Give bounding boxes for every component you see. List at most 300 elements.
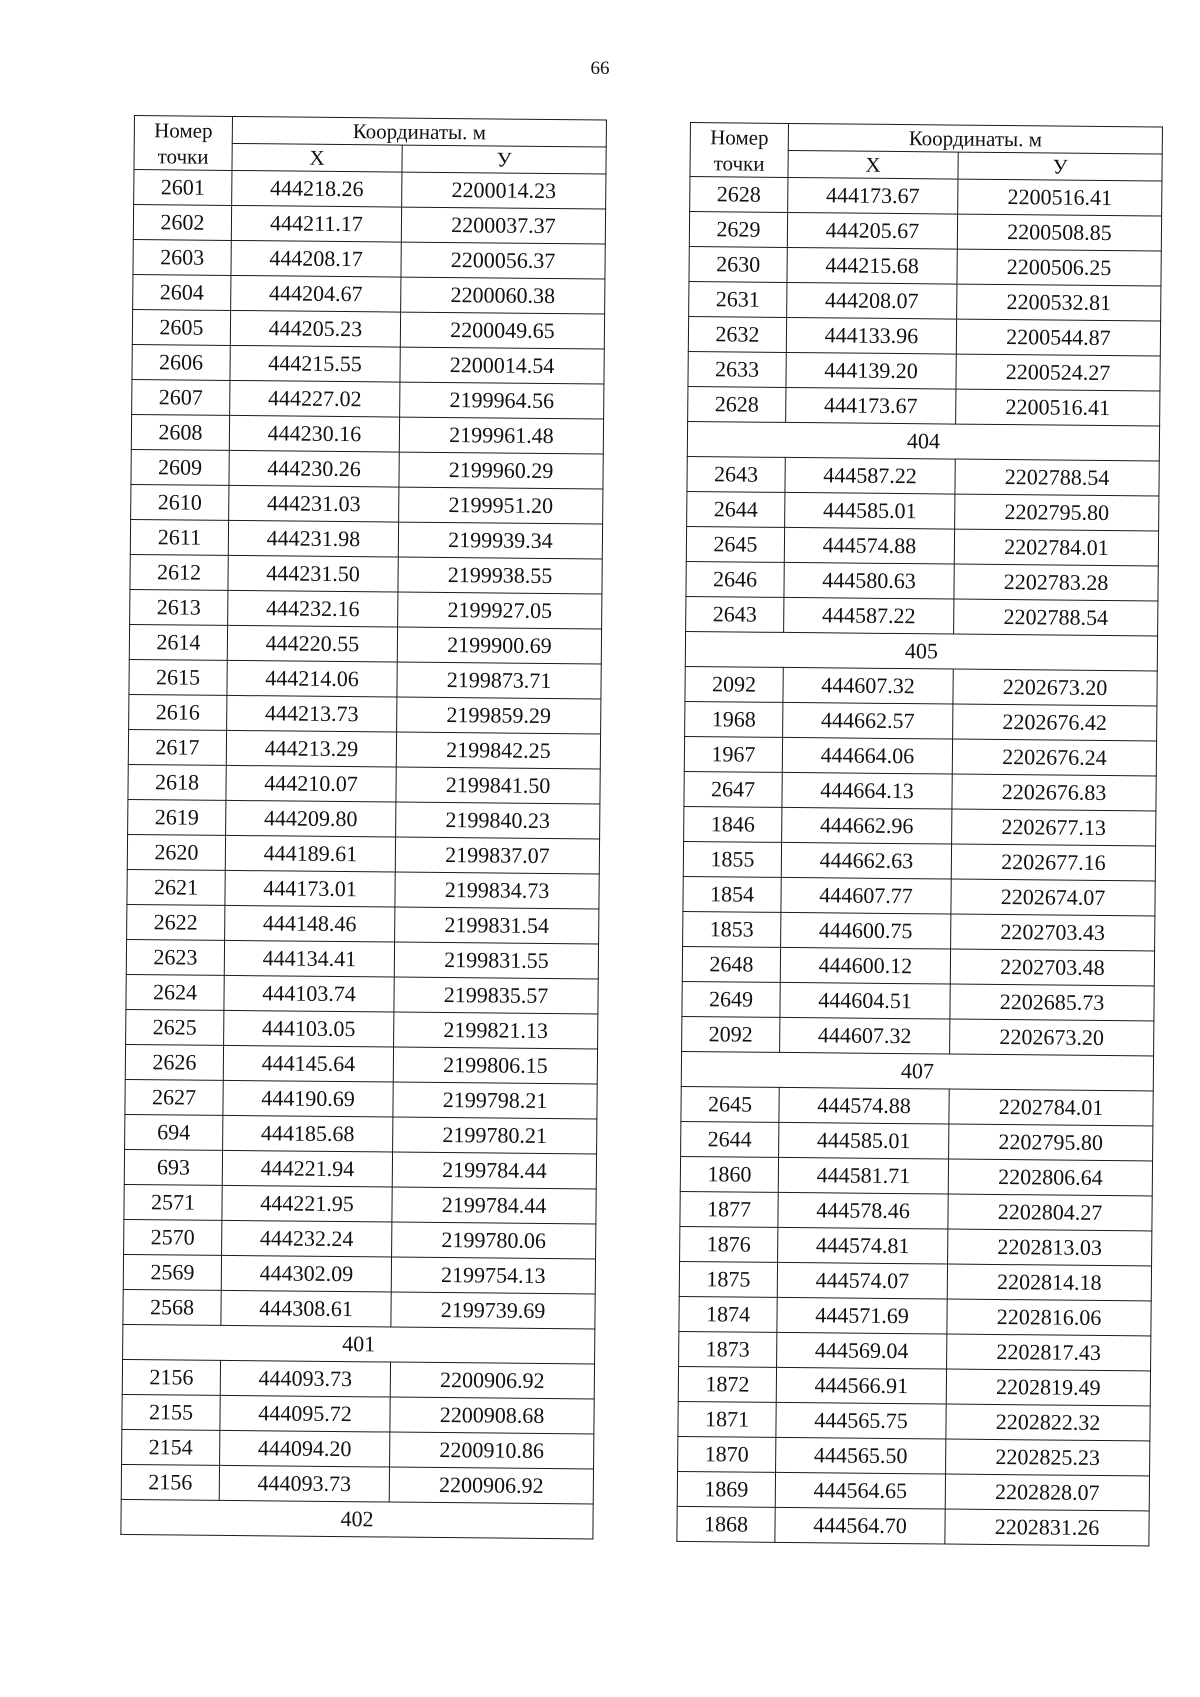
point-number-cell: 2630 <box>689 246 787 282</box>
group-row <box>121 1499 593 1539</box>
x-coordinate-cell: 444580.63 <box>784 562 954 599</box>
point-number-cell: 2614 <box>129 624 227 660</box>
point-number-cell: 2608 <box>131 414 229 450</box>
point-number-cell: 1853 <box>683 911 781 947</box>
x-coordinate-cell: 444607.32 <box>783 667 953 704</box>
table-row <box>125 1114 597 1154</box>
y-coordinate-cell: 2199784.44 <box>392 1187 596 1224</box>
table-row <box>683 841 1155 881</box>
x-coordinate-cell: 444587.22 <box>784 597 954 634</box>
y-coordinate-cell: 2200049.65 <box>400 312 604 349</box>
y-coordinate-cell: 2202788.54 <box>954 599 1158 636</box>
y-coordinate-cell: 2202804.27 <box>948 1194 1152 1231</box>
point-number-cell: 2633 <box>688 351 786 387</box>
y-coordinate-cell: 2202783.28 <box>954 564 1158 601</box>
table-row <box>122 1394 594 1434</box>
point-number-cell: 1868 <box>677 1506 775 1542</box>
y-coordinate-cell: 2199739.69 <box>391 1292 595 1329</box>
table-row <box>130 519 602 559</box>
group-row <box>685 631 1157 671</box>
table-row <box>125 1044 597 1084</box>
x-coordinate-cell: 444574.81 <box>778 1227 948 1264</box>
table-row <box>679 1261 1151 1301</box>
y-coordinate-cell: 2202784.01 <box>949 1089 1153 1126</box>
table-row <box>124 1184 596 1224</box>
point-number-cell: 2643 <box>686 596 784 632</box>
right-table-body <box>677 177 1162 1546</box>
point-number-cell: 2606 <box>132 344 230 380</box>
y-coordinate-cell: 2199964.56 <box>400 382 604 419</box>
point-number-cell: 1968 <box>685 701 783 737</box>
x-coordinate-cell: 444585.01 <box>785 492 955 529</box>
table-row <box>683 876 1155 916</box>
y-coordinate-cell: 2202813.03 <box>948 1229 1152 1266</box>
x-coordinate-cell: 444600.75 <box>781 912 951 949</box>
point-number-cell: 2617 <box>128 729 226 765</box>
y-coordinate-cell: 2200014.23 <box>402 172 606 209</box>
table-row <box>128 764 600 804</box>
y-coordinate-cell: 2200014.54 <box>400 347 604 384</box>
point-number-cell: 2626 <box>125 1044 223 1080</box>
y-coordinate-cell: 2200506.25 <box>957 249 1161 286</box>
x-coordinate-cell: 444211.17 <box>231 205 401 242</box>
coordinates-table-left <box>120 115 607 1539</box>
y-coordinate-cell: 2199859.29 <box>397 697 601 734</box>
x-coordinate-cell: 444208.17 <box>231 240 401 277</box>
point-number-cell: 2612 <box>130 554 228 590</box>
y-coordinate-cell: 2199834.73 <box>395 872 599 909</box>
x-coordinate-cell: 444662.63 <box>781 842 951 879</box>
point-number-cell: 2643 <box>687 456 785 492</box>
table-row <box>689 246 1161 286</box>
point-number-cell: 2631 <box>689 281 787 317</box>
x-coordinate-cell: 444190.69 <box>223 1080 393 1117</box>
y-header: У <box>402 145 606 174</box>
table-row <box>122 1359 594 1399</box>
y-coordinate-cell: 2202703.43 <box>951 914 1155 951</box>
table-row <box>684 736 1156 776</box>
point-number-cell: 2570 <box>124 1219 222 1255</box>
point-number-cell: 2092 <box>682 1016 780 1052</box>
point-number-cell: 1876 <box>680 1226 778 1262</box>
point-number-cell: 2645 <box>681 1086 779 1122</box>
table-row <box>127 904 599 944</box>
x-coordinate-cell: 444215.68 <box>787 247 957 284</box>
y-coordinate-cell: 2202685.73 <box>950 984 1154 1021</box>
x-coordinate-cell: 444209.80 <box>226 800 396 837</box>
x-coordinate-cell: 444607.77 <box>781 877 951 914</box>
point-number-cell: 1877 <box>680 1191 778 1227</box>
table-row <box>130 589 602 629</box>
x-coordinate-cell: 444213.73 <box>227 695 397 732</box>
x-coordinate-cell: 444574.07 <box>777 1262 947 1299</box>
y-coordinate-cell: 2202795.80 <box>949 1124 1153 1161</box>
table-row <box>686 596 1158 636</box>
x-coordinate-cell: 444569.04 <box>777 1332 947 1369</box>
table-row <box>133 274 605 314</box>
coordinates-header: Координаты. м <box>788 123 1162 154</box>
table-row <box>689 281 1161 321</box>
table-row <box>681 1121 1153 1161</box>
table-row <box>126 939 598 979</box>
y-coordinate-cell: 2200524.27 <box>956 354 1160 391</box>
point-number-cell: 2616 <box>129 694 227 730</box>
x-coordinate-cell: 444133.96 <box>786 317 956 354</box>
x-header: X <box>232 143 402 172</box>
table-row <box>122 1429 594 1469</box>
y-coordinate-cell: 2202795.80 <box>955 494 1159 531</box>
table-row <box>682 946 1154 986</box>
x-coordinate-cell: 444232.24 <box>222 1220 392 1257</box>
group-row <box>687 421 1159 461</box>
point-number-header: Номер точки <box>690 123 789 178</box>
y-coordinate-cell: 2199840.23 <box>396 802 600 839</box>
point-number-cell: 1854 <box>683 876 781 912</box>
y-coordinate-cell: 2202674.07 <box>951 879 1155 916</box>
x-coordinate-cell: 444604.51 <box>780 982 950 1019</box>
point-number-cell: 2604 <box>133 274 231 310</box>
x-coordinate-cell: 444208.07 <box>787 282 957 319</box>
point-number-cell: 2569 <box>123 1254 221 1290</box>
page-number: 66 <box>590 58 610 79</box>
table-row <box>132 379 604 419</box>
point-number-cell: 2610 <box>131 484 229 520</box>
point-number-cell: 2092 <box>685 666 783 702</box>
y-coordinate-cell: 2200908.68 <box>390 1397 594 1434</box>
point-number-cell: 2156 <box>121 1464 219 1500</box>
y-coordinate-cell: 2202788.54 <box>955 459 1159 496</box>
y-coordinate-cell: 2202673.20 <box>953 669 1157 706</box>
y-coordinate-cell: 2202673.20 <box>950 1019 1154 1056</box>
point-number-cell: 2644 <box>681 1121 779 1157</box>
point-number-cell: 2647 <box>684 771 782 807</box>
x-coordinate-cell: 444662.57 <box>783 702 953 739</box>
point-number-cell: 1873 <box>679 1331 777 1367</box>
group-label: 402 <box>121 1499 593 1539</box>
point-number-cell: 2619 <box>128 799 226 835</box>
table-row <box>125 1079 597 1119</box>
table-row <box>687 491 1159 531</box>
table-row <box>688 351 1160 391</box>
point-number-cell: 2645 <box>686 526 784 562</box>
table-row <box>684 806 1156 846</box>
table-row <box>686 561 1158 601</box>
table-row <box>688 386 1160 426</box>
point-number-cell: 694 <box>125 1114 223 1150</box>
table-row <box>688 316 1160 356</box>
y-coordinate-cell: 2199798.21 <box>393 1082 597 1119</box>
y-coordinate-cell: 2200056.37 <box>401 242 605 279</box>
point-number-cell: 1872 <box>678 1366 776 1402</box>
group-label: 401 <box>123 1324 595 1364</box>
table-row <box>129 659 601 699</box>
table-row <box>124 1149 596 1189</box>
y-coordinate-cell: 2202676.42 <box>953 704 1157 741</box>
x-coordinate-cell: 444232.16 <box>228 590 398 627</box>
x-coordinate-cell: 444664.13 <box>782 772 952 809</box>
coordinates-table-right <box>676 122 1163 1546</box>
x-coordinate-cell: 444230.16 <box>229 415 399 452</box>
table-row <box>133 239 605 279</box>
y-coordinate-cell: 2199831.54 <box>395 907 599 944</box>
x-coordinate-cell: 444139.20 <box>786 352 956 389</box>
point-number-cell: 2618 <box>128 764 226 800</box>
table-row <box>680 1191 1152 1231</box>
coordinates-header: Координаты. м <box>232 116 606 147</box>
table-row <box>131 449 603 489</box>
x-coordinate-cell: 444093.73 <box>220 1360 390 1397</box>
group-label: 404 <box>687 421 1159 461</box>
y-coordinate-cell: 2199873.71 <box>397 662 601 699</box>
table-row <box>679 1331 1151 1371</box>
y-coordinate-cell: 2199961.48 <box>399 417 603 454</box>
x-coordinate-cell: 444210.07 <box>226 765 396 802</box>
point-number-cell: 2646 <box>686 561 784 597</box>
y-coordinate-cell: 2199754.13 <box>391 1257 595 1294</box>
x-coordinate-cell: 444214.06 <box>227 660 397 697</box>
table-row <box>690 177 1162 217</box>
y-coordinate-cell: 2199841.50 <box>396 767 600 804</box>
x-coordinate-cell: 444205.67 <box>787 212 957 249</box>
point-number-cell: 1855 <box>683 841 781 877</box>
point-number-cell: 2628 <box>690 177 788 213</box>
group-row <box>681 1051 1153 1091</box>
x-coordinate-cell: 444218.26 <box>232 170 402 207</box>
y-coordinate-cell: 2202806.64 <box>948 1159 1152 1196</box>
point-number-cell: 1875 <box>679 1261 777 1297</box>
table-row <box>126 1009 598 1049</box>
point-number-cell: 2628 <box>688 386 786 422</box>
x-coordinate-cell: 444585.01 <box>779 1122 949 1159</box>
x-coordinate-cell: 444103.74 <box>224 975 394 1012</box>
table-row <box>129 624 601 664</box>
y-coordinate-cell: 2199806.15 <box>393 1047 597 1084</box>
x-coordinate-cell: 444204.67 <box>231 275 401 312</box>
point-number-cell: 2627 <box>125 1079 223 1115</box>
point-number-cell: 2629 <box>689 212 787 248</box>
table-row <box>123 1289 595 1329</box>
y-coordinate-cell: 2200544.87 <box>956 319 1160 356</box>
table-row <box>689 212 1161 252</box>
point-number-cell: 2602 <box>133 205 231 241</box>
y-coordinate-cell: 2200532.81 <box>957 284 1161 321</box>
point-number-cell: 2155 <box>122 1394 220 1430</box>
x-coordinate-cell: 444564.65 <box>775 1472 945 1509</box>
point-number-cell: 1860 <box>680 1156 778 1192</box>
point-number-cell: 2620 <box>127 834 225 870</box>
point-number-cell: 2156 <box>122 1359 220 1395</box>
table-row <box>684 771 1156 811</box>
table-row <box>677 1471 1149 1511</box>
y-coordinate-cell: 2200037.37 <box>401 207 605 244</box>
x-coordinate-cell: 444220.55 <box>227 625 397 662</box>
table-row <box>682 1016 1154 1056</box>
table-row <box>127 869 599 909</box>
x-coordinate-cell: 444564.70 <box>775 1507 945 1544</box>
y-coordinate-cell: 2202676.83 <box>952 774 1156 811</box>
x-coordinate-cell: 444600.12 <box>780 947 950 984</box>
point-number-cell: 2649 <box>682 981 780 1017</box>
x-coordinate-cell: 444231.03 <box>229 485 399 522</box>
point-number-cell: 2571 <box>124 1184 222 1220</box>
table-row <box>678 1401 1150 1441</box>
y-header: У <box>958 152 1162 181</box>
x-coordinate-cell: 444607.32 <box>780 1017 950 1054</box>
table-row <box>683 911 1155 951</box>
x-coordinate-cell: 444664.06 <box>782 737 952 774</box>
x-coordinate-cell: 444145.64 <box>223 1045 393 1082</box>
x-coordinate-cell: 444565.50 <box>776 1437 946 1474</box>
group-label: 407 <box>681 1051 1153 1091</box>
y-coordinate-cell: 2199784.44 <box>392 1152 596 1189</box>
point-number-cell: 2632 <box>688 316 786 352</box>
point-number-cell: 2603 <box>133 239 231 275</box>
point-number-header: Номер точки <box>134 116 233 171</box>
table-row <box>131 484 603 524</box>
point-number-cell: 1967 <box>684 736 782 772</box>
x-coordinate-cell: 444205.23 <box>230 310 400 347</box>
y-coordinate-cell: 2199938.55 <box>398 557 602 594</box>
x-coordinate-cell: 444227.02 <box>230 380 400 417</box>
table-row <box>131 414 603 454</box>
point-number-cell: 693 <box>124 1149 222 1185</box>
x-coordinate-cell: 444574.88 <box>779 1087 949 1124</box>
y-coordinate-cell: 2199780.21 <box>393 1117 597 1154</box>
point-number-cell: 1874 <box>679 1296 777 1332</box>
y-coordinate-cell: 2202677.13 <box>952 809 1156 846</box>
point-number-cell: 2611 <box>130 519 228 555</box>
x-coordinate-cell: 444308.61 <box>221 1290 391 1327</box>
table-row <box>133 205 605 245</box>
group-row <box>123 1324 595 1364</box>
point-number-cell: 1846 <box>684 806 782 842</box>
table-row <box>680 1226 1152 1266</box>
x-coordinate-cell: 444231.50 <box>228 555 398 592</box>
point-number-cell: 2601 <box>134 170 232 206</box>
table-row <box>687 456 1159 496</box>
x-coordinate-cell: 444565.75 <box>776 1402 946 1439</box>
table-row <box>677 1506 1149 1546</box>
y-coordinate-cell: 2199960.29 <box>399 452 603 489</box>
x-coordinate-cell: 444566.91 <box>776 1367 946 1404</box>
y-coordinate-cell: 2200516.41 <box>956 389 1160 426</box>
x-coordinate-cell: 444571.69 <box>777 1297 947 1334</box>
group-label: 405 <box>685 631 1157 671</box>
point-number-cell: 1870 <box>678 1436 776 1472</box>
y-coordinate-cell: 2199951.20 <box>399 487 603 524</box>
table-row <box>123 1254 595 1294</box>
point-number-cell: 2622 <box>127 904 225 940</box>
y-coordinate-cell: 2199821.13 <box>394 1012 598 1049</box>
y-coordinate-cell: 2199835.57 <box>394 977 598 1014</box>
point-number-cell: 2625 <box>126 1009 224 1045</box>
y-coordinate-cell: 2200516.41 <box>958 179 1162 216</box>
y-coordinate-cell: 2202819.49 <box>946 1369 1150 1406</box>
table-row <box>132 309 604 349</box>
table-row <box>132 344 604 384</box>
y-coordinate-cell: 2200906.92 <box>390 1362 594 1399</box>
point-number-cell: 2154 <box>122 1429 220 1465</box>
x-coordinate-cell: 444578.46 <box>778 1192 948 1229</box>
y-coordinate-cell: 2202825.23 <box>946 1439 1150 1476</box>
point-number-cell: 2609 <box>131 449 229 485</box>
x-coordinate-cell: 444093.73 <box>219 1465 389 1502</box>
x-coordinate-cell: 444215.55 <box>230 345 400 382</box>
y-coordinate-cell: 2200910.86 <box>390 1432 594 1469</box>
table-row <box>680 1156 1152 1196</box>
point-number-cell: 2615 <box>129 659 227 695</box>
x-coordinate-cell: 444302.09 <box>221 1255 391 1292</box>
x-coordinate-cell: 444095.72 <box>220 1395 390 1432</box>
table-row <box>685 666 1157 706</box>
y-coordinate-cell: 2202784.01 <box>954 529 1158 566</box>
point-number-cell: 1871 <box>678 1401 776 1437</box>
table-row <box>686 526 1158 566</box>
point-number-cell: 2624 <box>126 974 224 1010</box>
x-coordinate-cell: 444134.41 <box>224 940 394 977</box>
x-coordinate-cell: 444094.20 <box>220 1430 390 1467</box>
y-coordinate-cell: 2199900.69 <box>397 627 601 664</box>
point-number-cell: 2621 <box>127 869 225 905</box>
y-coordinate-cell: 2202703.48 <box>950 949 1154 986</box>
x-coordinate-cell: 444662.96 <box>782 807 952 844</box>
y-coordinate-cell: 2202822.32 <box>946 1404 1150 1441</box>
table-row <box>679 1296 1151 1336</box>
y-coordinate-cell: 2199927.05 <box>398 592 602 629</box>
y-coordinate-cell: 2200060.38 <box>401 277 605 314</box>
y-coordinate-cell: 2199939.34 <box>398 522 602 559</box>
table-row <box>128 729 600 769</box>
table-row <box>130 554 602 594</box>
y-coordinate-cell: 2200508.85 <box>957 214 1161 251</box>
x-coordinate-cell: 444231.98 <box>228 520 398 557</box>
table-row <box>129 694 601 734</box>
point-number-cell: 2644 <box>687 491 785 527</box>
table-row <box>681 1086 1153 1126</box>
point-number-cell: 1869 <box>677 1471 775 1507</box>
y-coordinate-cell: 2202831.26 <box>945 1509 1149 1546</box>
x-coordinate-cell: 444189.61 <box>225 835 395 872</box>
x-coordinate-cell: 444587.22 <box>785 457 955 494</box>
x-coordinate-cell: 444221.95 <box>222 1185 392 1222</box>
y-coordinate-cell: 2202828.07 <box>945 1474 1149 1511</box>
table-row <box>128 799 600 839</box>
point-number-cell: 2648 <box>682 946 780 982</box>
table-row <box>121 1464 593 1504</box>
x-header: X <box>788 150 958 179</box>
table-row <box>678 1436 1150 1476</box>
x-coordinate-cell: 444574.88 <box>784 527 954 564</box>
y-coordinate-cell: 2199842.25 <box>396 732 600 769</box>
table-row <box>126 974 598 1014</box>
table-row <box>685 701 1157 741</box>
x-coordinate-cell: 444230.26 <box>229 450 399 487</box>
y-coordinate-cell: 2202817.43 <box>947 1334 1151 1371</box>
y-coordinate-cell: 2202677.16 <box>951 844 1155 881</box>
point-number-cell: 2568 <box>123 1289 221 1325</box>
left-table-body <box>121 170 606 1539</box>
point-number-cell: 2613 <box>130 589 228 625</box>
x-coordinate-cell: 444221.94 <box>222 1150 392 1187</box>
x-coordinate-cell: 444148.46 <box>225 905 395 942</box>
table-row <box>134 170 606 210</box>
table-row <box>678 1366 1150 1406</box>
x-coordinate-cell: 444103.05 <box>224 1010 394 1047</box>
x-coordinate-cell: 444185.68 <box>223 1115 393 1152</box>
point-number-cell: 2605 <box>132 309 230 345</box>
y-coordinate-cell: 2202816.06 <box>947 1299 1151 1336</box>
x-coordinate-cell: 444173.67 <box>786 387 956 424</box>
